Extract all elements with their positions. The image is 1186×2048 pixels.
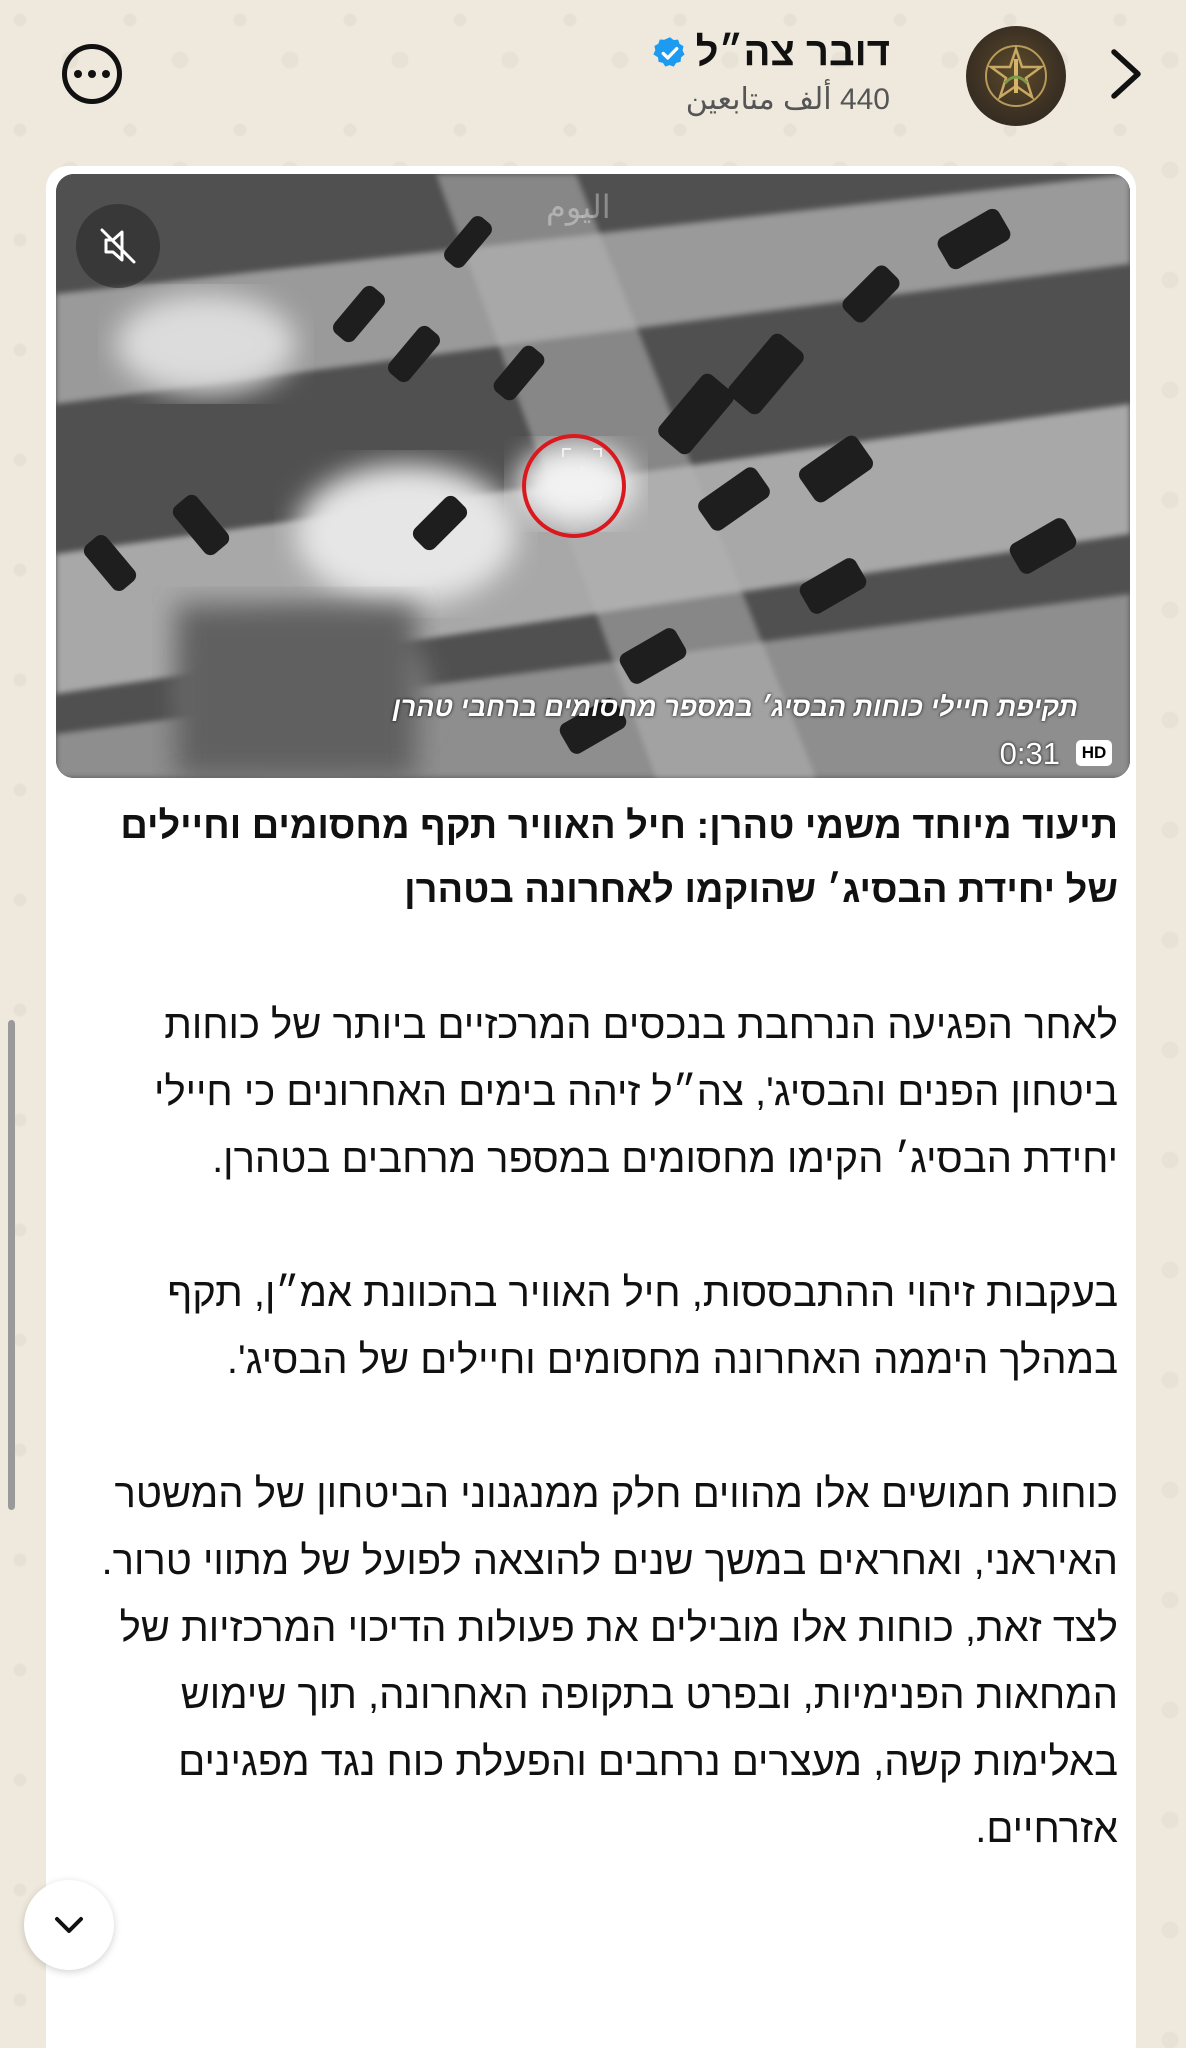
chevron-down-icon <box>49 1905 89 1945</box>
scrollbar[interactable] <box>8 1020 15 1510</box>
post-paragraph: בעקבות זיהוי ההתבססות, חיל האוויר בהכוונת אמ״ן, תקף במהלך היממה האחרונה מחסומים וחיילים של הבסיג'. <box>167 1271 1118 1382</box>
chevron-right-icon[interactable] <box>1100 44 1150 104</box>
video-duration: 0:31 <box>999 736 1060 771</box>
post-body <box>82 992 1118 1863</box>
followers-count: 440 ألف متابعين <box>685 83 890 116</box>
scroll-down-button[interactable] <box>24 1880 114 1970</box>
video-watermark: اليوم <box>546 189 611 225</box>
channel-name: דובר צה״ל <box>695 30 890 74</box>
post-card <box>46 166 1136 2048</box>
verified-badge-icon <box>652 35 688 71</box>
channel-avatar[interactable] <box>966 26 1066 126</box>
more-options-icon-dot <box>102 70 110 78</box>
post-paragraph: לאחר הפגיעה הנרחבת בנכסים המרכזיים ביותר של כוחות ביטחון הפנים והבסיג', צה״ל זיהה בימים האחרונים כי חיילי יחידת הבסיג׳ הקימו מחסומים במספר מרחבים בטהרן. <box>154 1003 1118 1181</box>
mute-button[interactable] <box>76 204 160 288</box>
idf-emblem-icon <box>981 41 1051 111</box>
drone-footage-thumbnail <box>56 174 1130 778</box>
hd-badge: HD <box>1076 740 1112 766</box>
more-options-icon <box>74 70 82 78</box>
channel-title[interactable] <box>652 30 890 75</box>
video-player[interactable] <box>56 174 1130 778</box>
channel-header <box>0 0 1186 140</box>
more-options-button[interactable] <box>62 44 122 104</box>
muted-speaker-icon <box>96 224 140 268</box>
more-options-icon-dot <box>88 70 96 78</box>
post-paragraph: לצד זאת, כוחות אלו מובילים את פעולות הדיכוי המרכזיות של המחאות הפנימיות, ובפרט בתקופה האחרונה, תוך שימוש באלימות קשה, מעצרים נרחבים והפעלת כוח נגד מפגינים אזרחיים. <box>119 1606 1118 1851</box>
video-overlay-caption: תקיפת חיילי כוחות הבסיג׳ במספר מחסומים ברחבי טהרן <box>392 692 1078 722</box>
post-paragraph: כוחות חמושים אלו מהווים חלק ממנגנוני הביטחון של המשטר האיראני, ואחראים במשך שנים להוצאה לפועל של מתווי טרור. <box>101 1472 1118 1583</box>
post-title: תיעוד מיוחד משמי טהרן: חיל האוויר תקף מחסומים וחיילים של יחידת הבסיג׳ שהוקמו לאחרונה בטהרן <box>120 805 1118 911</box>
